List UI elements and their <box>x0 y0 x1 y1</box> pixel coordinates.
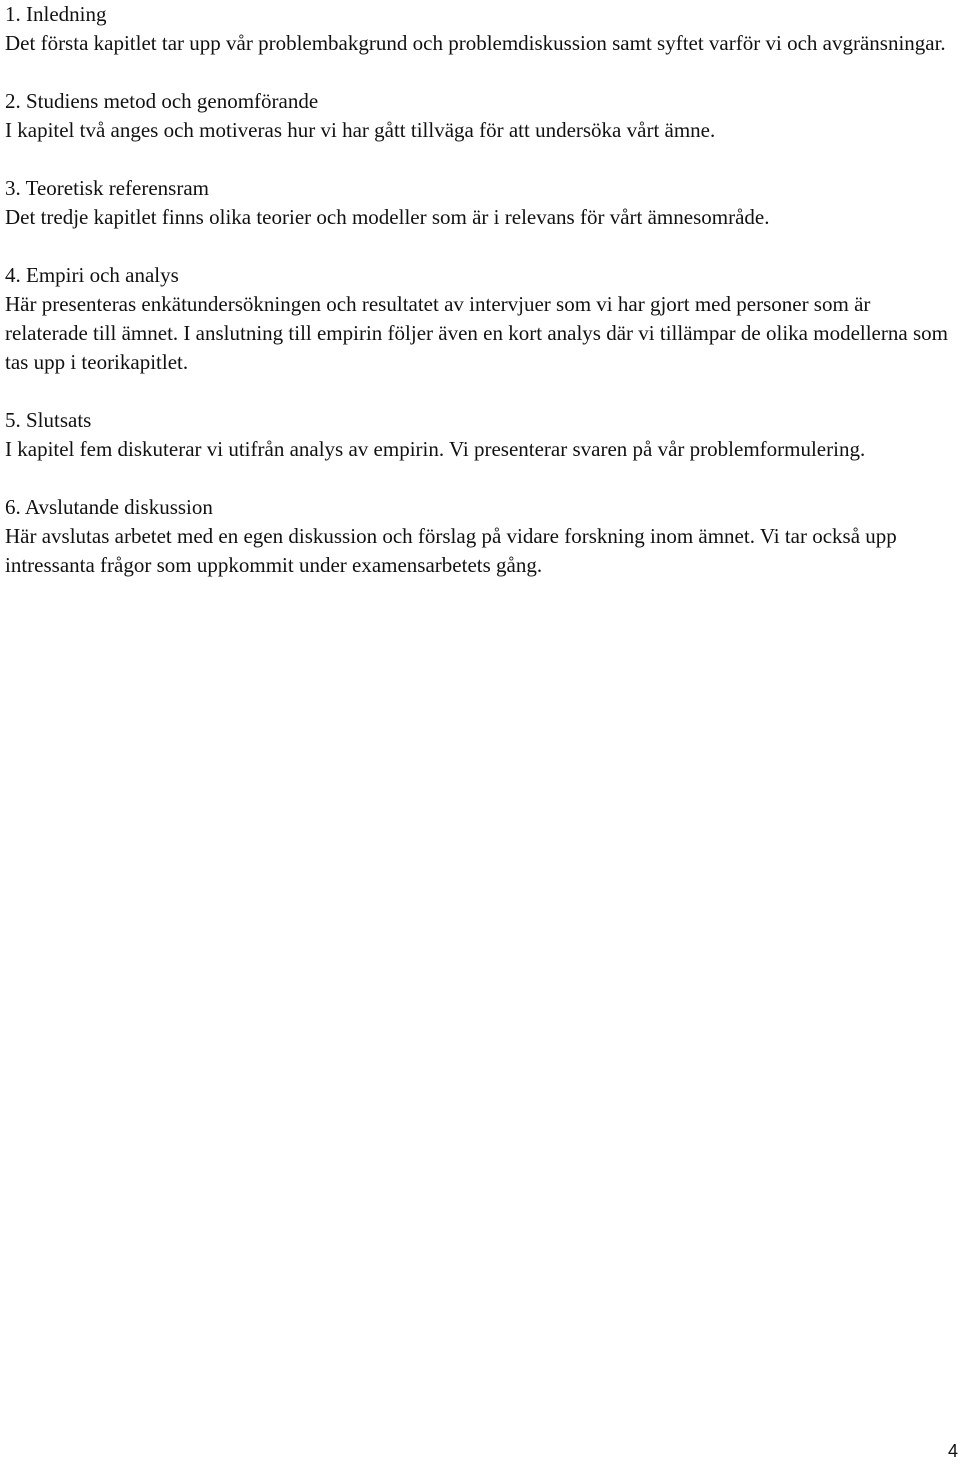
section-heading: 6. Avslutande diskussion <box>5 495 213 519</box>
section-body: Det tredje kapitlet finns olika teorier och modeller som är i relevans för vårt ämnesområde. <box>5 205 770 229</box>
section-inledning <box>5 0 957 58</box>
section-diskussion <box>5 493 957 580</box>
page-number: 4 <box>947 1441 958 1461</box>
section-body: Det första kapitlet tar upp vår problembakgrund och problemdiskussion samt syftet varför vi och avgränsningar. <box>5 31 946 55</box>
section-metod <box>5 87 957 145</box>
section-empiri <box>5 261 957 377</box>
document-content <box>5 0 957 609</box>
section-heading: 3. Teoretisk referensram <box>5 176 209 200</box>
section-heading: 1. Inledning <box>5 2 107 26</box>
section-body: I kapitel fem diskuterar vi utifrån analys av empirin. Vi presenterar svaren på vår problemformulering. <box>5 437 866 461</box>
section-body: Här presenteras enkätundersökningen och resultatet av intervjuer som vi har gjort med personer som är relaterade till ämnet. I anslutning till empirin följer även en kort analys där vi tillämpar de olika modellerna som tas upp i teorikapitlet. <box>5 292 948 374</box>
section-body: I kapitel två anges och motiveras hur vi har gått tillväga för att undersöka vårt ämne. <box>5 118 716 142</box>
section-teori <box>5 174 957 232</box>
section-heading: 2. Studiens metod och genomförande <box>5 89 319 113</box>
section-body: Här avslutas arbetet med en egen diskussion och förslag på vidare forskning inom ämnet. Vi tar också upp intressanta frågor som uppkommit under examensarbetets gång. <box>5 524 897 577</box>
section-heading: 4. Empiri och analys <box>5 263 179 287</box>
section-slutsats <box>5 406 957 464</box>
section-heading: 5. Slutsats <box>5 408 92 432</box>
